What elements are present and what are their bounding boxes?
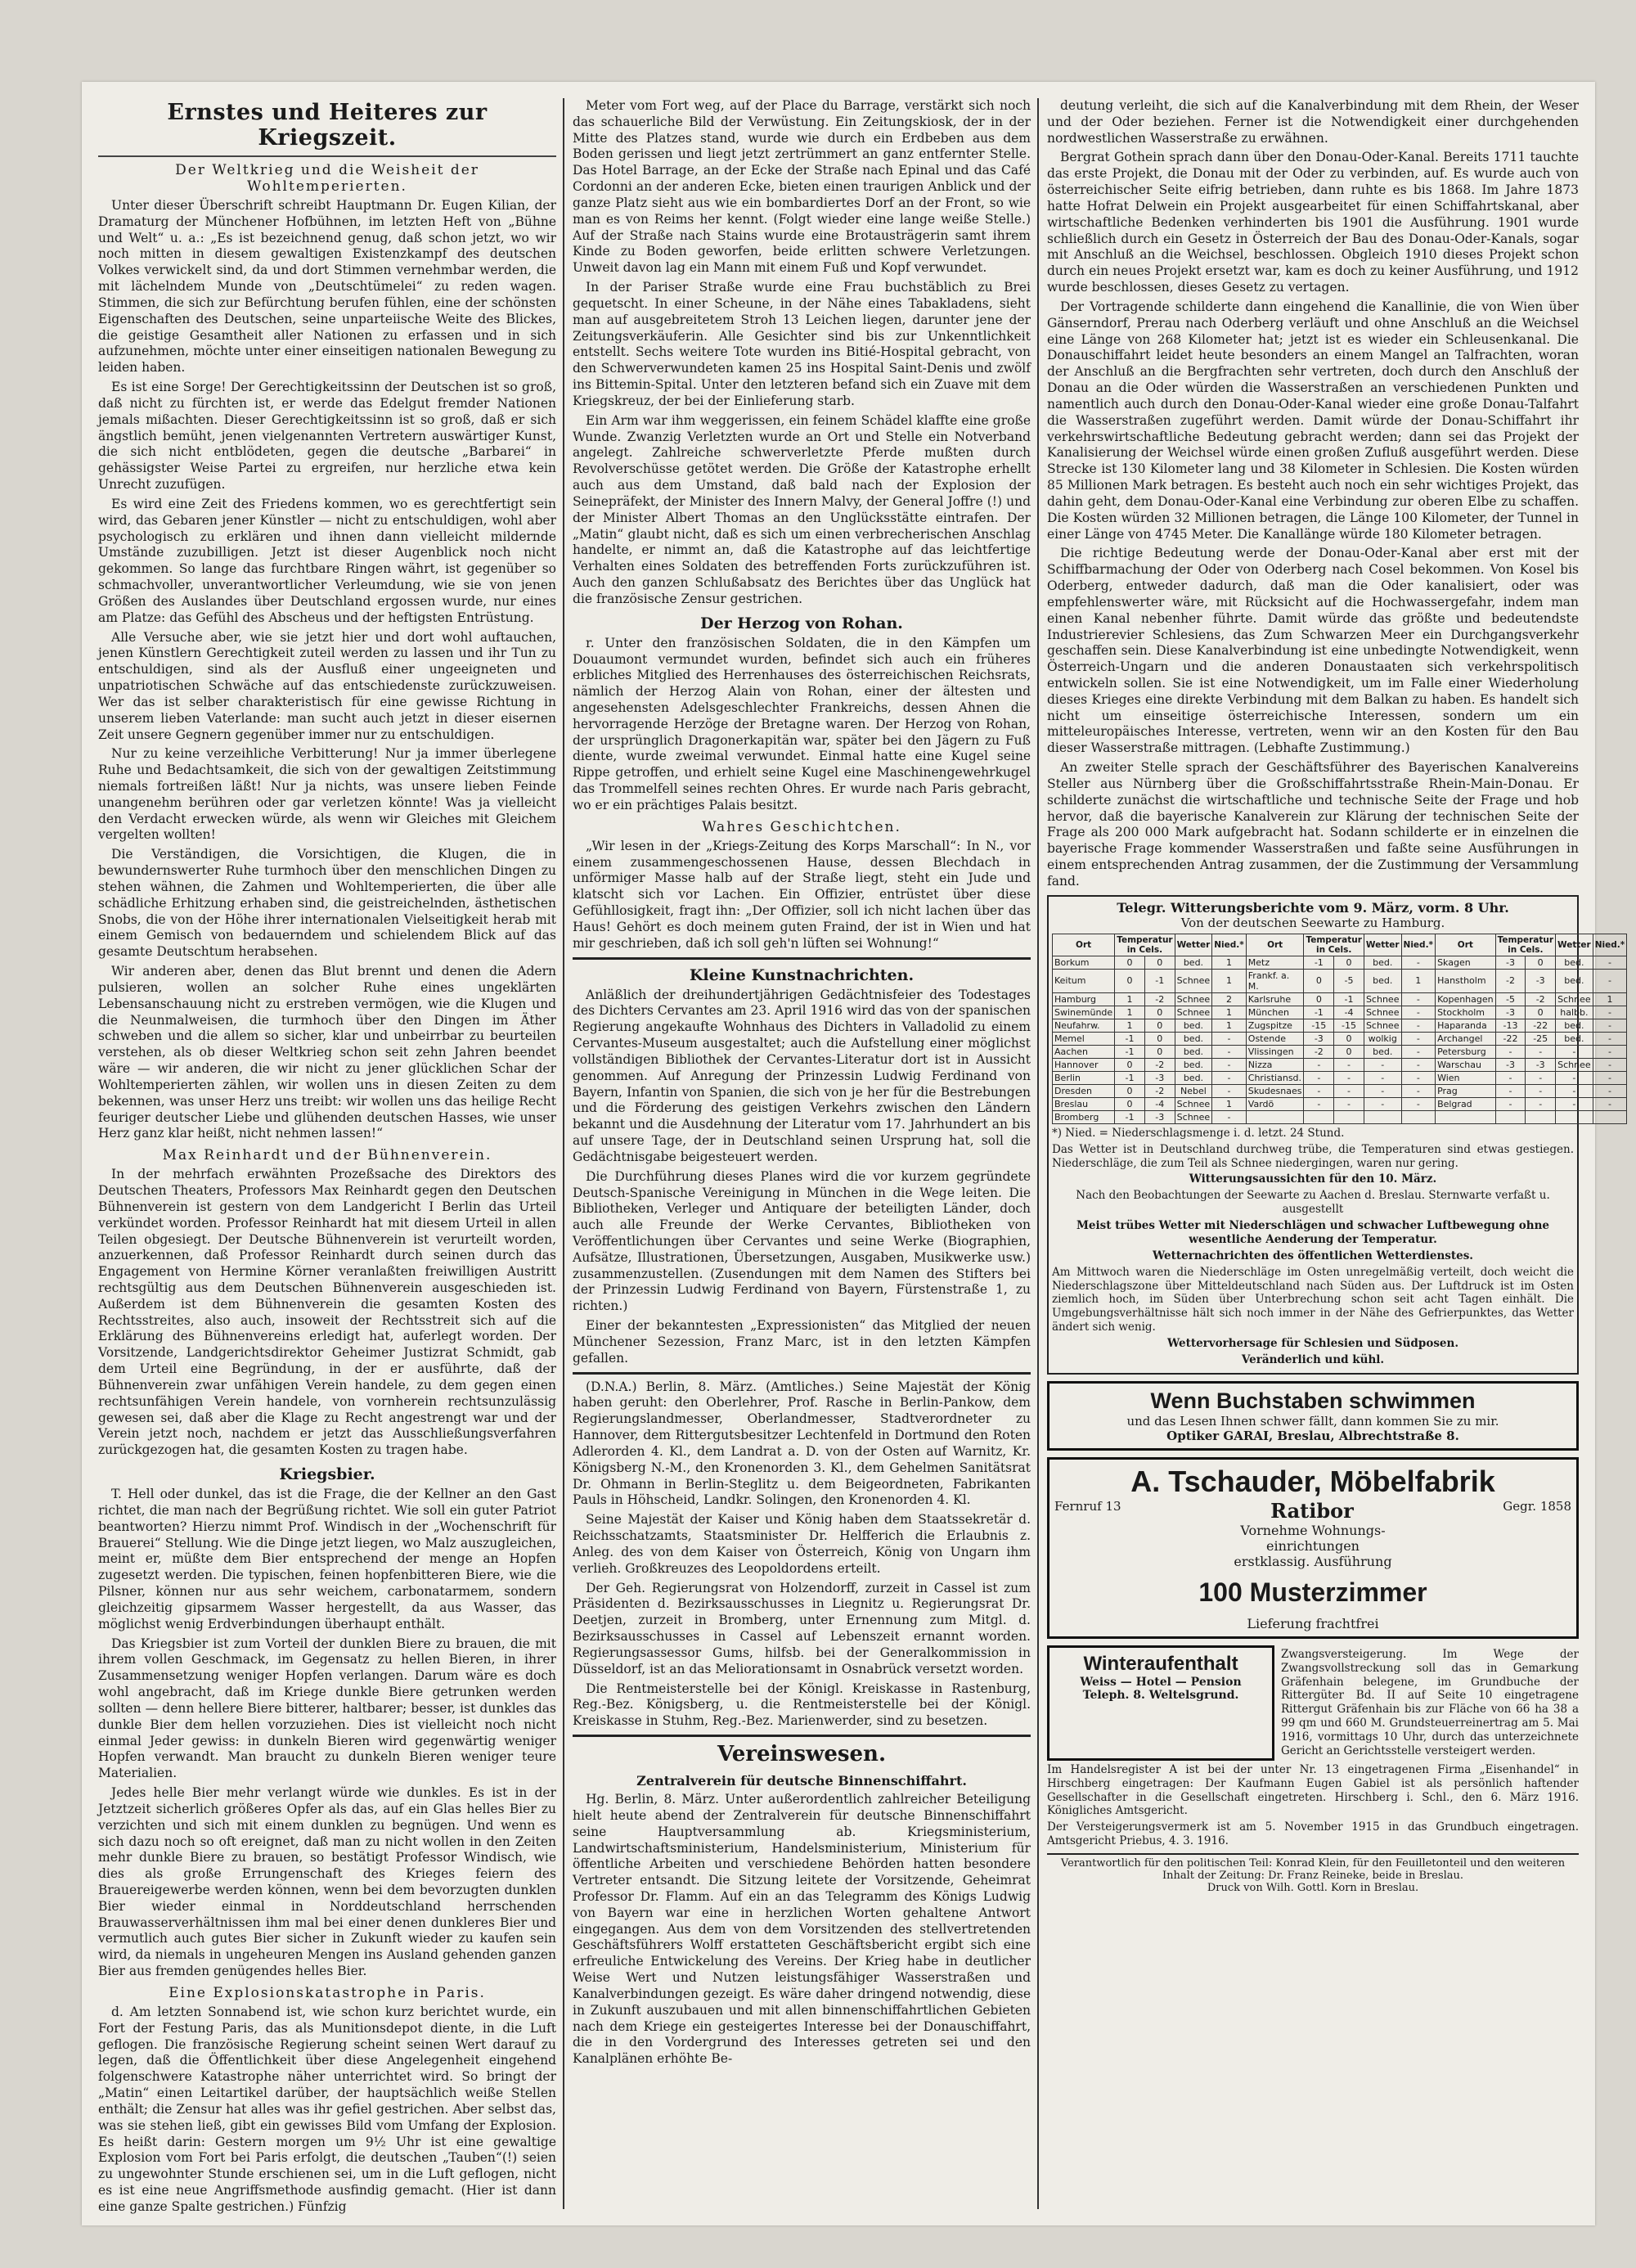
- article-paragraph: In der Pariser Straße wurde eine Frau buchstäblich zu Brei gequetscht. In einer Scheune, in der Nähe eines Tabakladens, sieht man auf ausgebreitetem Stroh 13 Leichen liegen, darunter jene der Zeitungsverkäuferin. Alle Gesichter sind bis zur Unkenntlichkeit entstellt. Sechs weitere Tote wurden ins Bitié-Hospital gebracht, von den Schwerverwundeten kamen 25 ins Hospital Saint-Denis und zwölf ins Bittemin-Spital. Unter den letzteren befand sich ein Zuave mit dem Kriegskreuz, der bei der Einlieferung starb.: [573, 280, 1031, 408]
- weather-cell: -: [1212, 1084, 1247, 1097]
- article-paragraph: An zweiter Stelle sprach der Geschäftsführer des Bayerischen Kanalvereins Steller aus Nürnberg über die Großschiffahrtsstraße Rhein-Main-Donau. Er schilderte zunächst die wirtschaftliche und technische Seite der Frage und hob hervor, daß die bayerische Kanalverein zur Klärung der technischen Seite der Frage als 200 000 Mark aufgebracht hat. Sodann schilderte er in einzelnen die bayerische Frage kommender Wasserstraßen und faßte seine Ausführungen in einem entsprechenden Antrag zusammen, der die Zustimmung der Versammlung fand.: [1047, 760, 1579, 889]
- weather-cell: -: [1593, 1032, 1627, 1045]
- weather-city: Ostende: [1246, 1032, 1304, 1045]
- weather-cell: -15: [1334, 1019, 1364, 1032]
- weather-cell: -: [1593, 1084, 1627, 1097]
- weather-cell: -1: [1304, 1006, 1334, 1019]
- weather-cell: -: [1526, 1097, 1556, 1110]
- weather-cell: -: [1334, 1071, 1364, 1084]
- weather-cell: 0: [1144, 1045, 1175, 1058]
- weather-city: Vardö: [1246, 1097, 1304, 1110]
- weather-text: Das Wetter ist in Deutschland durchweg trübe, die Temperaturen sind etwas gestiegen. Niederschläge, die zum Teil als Schnee niedergingen, waren nur gering.: [1052, 1142, 1574, 1170]
- legal-notice: [1281, 1645, 1579, 1761]
- weather-row: [1053, 1110, 1627, 1123]
- ad-text: Vornehme Wohnungs-: [1240, 1522, 1386, 1538]
- col-wetter: Wetter: [1556, 934, 1593, 956]
- weather-cell: bed.: [1175, 1071, 1212, 1084]
- bottom-row: [1047, 1645, 1579, 1761]
- weather-cell: 1: [1115, 992, 1145, 1006]
- article-heading: Kriegsbier.: [279, 1465, 375, 1484]
- weather-cell: -: [1593, 1071, 1627, 1084]
- article-paragraph: Nur zu keine verzeihliche Verbitterung! Nur ja immer überlegene Ruhe und Bedachtsamkeit, die sich von der gewaltigen Zeitstimmung niemals fortreißen läßt! Nur ja nichts, was unsere lieben Feinde unangenehm berühren oder gar verletzen könnte! Was ja vielleicht den Verdacht erwecken würde, als wenn wir Gleiches mit Gleichem vergelten wollten!: [98, 746, 556, 843]
- weather-cell: -2: [1526, 992, 1556, 1006]
- weather-row: [1053, 992, 1627, 1006]
- weather-cell: -: [1364, 1071, 1401, 1084]
- weather-cell: -: [1212, 1058, 1247, 1071]
- article-paragraph: Die Verständigen, die Vorsichtigen, die Klugen, die in bewundernswerter Ruhe turmhoch über den menschlichen Dingen zu stehen wähnen, die Zahmen und Wohltemperierten, die über alle schädliche Erhitzung erhaben sind, die geistreichelnden, ästhetischen Snobs, die von der Höhe ihrer internationalen Vielseitigkeit herab mit einem Gemisch von bedauerndem und schielendem Blick auf das gesamte Deutschtum herabsehen.: [98, 847, 556, 960]
- weather-cell: -: [1593, 956, 1627, 969]
- weather-service-text: Am Mittwoch waren die Niederschläge im Osten unregelmäßig verteilt, doch weicht die Niederschlagszone über Mitteldeutschland nach Süden aus. Der Luftdruck ist im Osten ziemlich hoch, im Süden über Unterbrechung schon seit acht Tagen einhält. Die Umgebungsverhältnisse hält sich noch immer in der Nähe des Gefrierpunktes, das Wetter ändert sich wenig.: [1052, 1265, 1574, 1334]
- article-paragraph: Der Vortragende schilderte dann eingehend die Kanallinie, die von Wien über Gänserndorf, Prerau nach Oderberg verläuft und ohne Anschluß an die Weichsel eine Länge von 268 Kilometer hat; jetzt ist es wieder ein Schleusenkanal. Die Donauschiffahrt leidet heute besonders an einem Mangel an Talfrachten, woran der Anschluß an die Bergfrachten sehr vertreten, doch durch den Anschluß der Donau an die Oder würden die Wasserstraßen an verschiedenen Punkten und namentlich auch durch den Donau-Oder-Kanal wieder eine große Donau-Talfahrt die Wasserstraßen zugeführt werden. Damit würde der Donau-Schiffahrt ihr verkehrswirtschaftliche Bedeutung gebracht werden; dann sei das Projekt der Kanalisierung der Weichsel würde einen großen Zufluß ausgeführt werden. Diese Strecke ist 130 Kilometer lang und 38 Kilometer in Schlesien. Die Kosten würden 85 Millionen Mark betragen. Es besteht auch noch ein sehr wichtiges Projekt, das dahin geht, dem Donau-Oder-Kanal eine Verbindung zur oberen Elbe zu schaffen. Die Kosten würden 32 Millionen betragen, die Länge 100 Kilometer, der Tunnel in einer Länge von 4745 Meter. Die Kanallänge würde 180 Kilometer betragen.: [1047, 299, 1579, 542]
- article-heading: Vereinswesen.: [717, 1742, 887, 1767]
- weather-cell: bed.: [1175, 1019, 1212, 1032]
- column-1: [98, 98, 556, 2214]
- weather-city: Haparanda: [1436, 1019, 1496, 1032]
- article-paragraph: Wir anderen aber, denen das Blut brennt und denen die Adern pulsieren, wollen an solcher Ruhe eines ungeklärten Lebensanschauung nicht zu erstreben vermögen, wie die Klugen und die Neunmalweisen, die turmhoch über den Dingen im Äther schweben und die allem so sicher, klar und unbeirrbar zu beurteilen verstehen, als ob dieser Weltkrieg schon seit zehn Jahren beendet wäre — wir anderen, die wir nicht zu jener glücklichen Schar der Wohltemperierten zählen, wir wollen uns in diesen Zeiten zu dem bekennen, was unser Herz uns treibt: wir wollen uns das heilige Recht feuriger deutscher Liebe und glühenden deutschen Hasses, wie unser Herz ganz klar heißt, nicht nehmen lassen!“: [98, 964, 556, 1141]
- weather-cell: 0: [1115, 1097, 1145, 1110]
- weather-city: Hamburg: [1053, 992, 1115, 1006]
- article-paragraph: In der mehrfach erwähnten Prozeßsache des Direktors des Deutschen Theaters, Professors Max Reinhardt gegen den Deutschen Bühnenverein ist gestern von dem Landgericht I Berlin das Urteil verkündet worden. Professor Reinhardt hat mit diesem Urteil in allen Teilen obgesiegt. Der Deutsche Bühnenverein ist verurteilt worden, anzuerkennen, daß Professor Reinhardt durch seinen durch das Engagement von Hermine Körner veranlaßten freiwilligen Austritt rechtsgültig aus dem Deutschen Bühnenverein ausgeschieden ist. Außerdem ist dem Bühnenverein die gesamten Kosten des Rechtsstreites, also auch, insoweit der Rechtsstreit sich auf die Erklärung des Bühnenvereins erledigt hat, auferlegt worden. Der Vorsitzende, Landgerichtsdirektor Geheimer Justizrat Schmidt, gab dem Urteil eine Begründung, in der er ausführte, daß der Bühnenverein zwar unfähigen Verein handele, zu dem gegen einen rechtsunfähigen Verein handele, von vornherein rechtsunzulässig gewesen sei, daß aber die Klage zu Recht angestrengt war und der Verein jetzt noch, nachdem er jetzt das Ausschließungsverfahren zurückgezogen hat, die gesamten Kosten zu tragen habe.: [98, 1167, 556, 1458]
- weather-table: [1052, 934, 1627, 1124]
- weather-cell: -: [1334, 1097, 1364, 1110]
- weather-row: [1053, 969, 1627, 992]
- weather-cell: Schnee: [1364, 1019, 1401, 1032]
- article-paragraph: Der Geh. Regierungsrat von Holzendorff, zurzeit in Cassel ist zum Präsidenten d. Bezirksausschusses in Liegnitz u. Regierungsrat Dr. Deetjen, zurzeit in Bromberg, unter Ernennung zum Mitgl. d. Bezirksausschusses in Cassel auf Lebenszeit ernannt worden. Regierungsassessor Gums, hilfsb. bei der Generalkommission in Düsseldorf, ist an das Meliorationsamt in Osnabrück versetzt worden.: [573, 1580, 1031, 1676]
- article-paragraph: „Wir lesen in der „Kriegs-Zeitung des Korps Marschall“: In N., vor einem zusammengeschossenen Hause, dessen Blechdach in unförmiger Masse halb auf der Straße liegt, steht ein Jude und klatscht sich vor Lachen. Ein Offizier, entrüstet über diese Gefühllosigkeit, fragt ihn: „Der Offizier, soll ich nicht lachen über das Haus! Gehört es doch meinem guten Fraind, der ist in Wien und hat mir geschrieben, daß ich soll geh'n lüften sei Wohnung!“: [573, 838, 1031, 951]
- weather-cell: 0: [1144, 956, 1175, 969]
- article-heading: Eine Explosionskatastrophe in Paris.: [169, 1984, 486, 2001]
- article-paragraph: Meter vom Fort weg, auf der Place du Barrage, verstärkt sich noch das schauerliche Bild der Verwüstung. Ein Zeitungskiosk, der in der Mitte des Platzes stand, wurde wie durch ein Erdbeben aus dem Boden gerissen und liegt jetzt zertrümmert an ganz entfernter Stelle. Das Hotel Barrage, an der Ecke der Straße nach Epinal und das Café Cordonni an der anderen Ecke, bieten einen traurigen Anblick und der ganze Platz sieht aus wie ein bombardiertes Dorf an der Front, so wie man es von Reims her kennt. (Folgt wieder eine lange weiße Stelle.) Auf der Straße nach Stains wurde eine Brotausträgerin samt ihrem Kinde zu Boden geworfen, beide erlitten schwere Verletzungen. Unweit davon lag ein Mann mit einem Fuß und Kopf verwundet.: [573, 98, 1031, 276]
- weather-city: Hannover: [1053, 1058, 1115, 1071]
- weather-forecast: Veränderlich und kühl.: [1241, 1352, 1385, 1366]
- weather-cell: -: [1401, 992, 1436, 1006]
- weather-cell: -25: [1526, 1032, 1556, 1045]
- weather-cell: bed.: [1556, 1019, 1593, 1032]
- ad-headline: Wenn Buchstaben schwimmen: [1150, 1388, 1476, 1413]
- weather-cell: 0: [1144, 1032, 1175, 1045]
- weather-cell: -1: [1115, 1032, 1145, 1045]
- weather-cell: -: [1593, 1058, 1627, 1071]
- weather-cell: Schnee: [1175, 969, 1212, 992]
- weather-cell: -15: [1304, 1019, 1334, 1032]
- weather-cell: Nebel: [1175, 1084, 1212, 1097]
- col-nied: Nied.*: [1212, 934, 1247, 956]
- col-temp: Temperatur in Cels.: [1304, 934, 1364, 956]
- weather-city: Bromberg: [1053, 1110, 1115, 1123]
- weather-cell: 0: [1526, 956, 1556, 969]
- weather-cell: bed.: [1364, 956, 1401, 969]
- weather-cell: -: [1495, 1084, 1526, 1097]
- ad-town: Ratibor: [1270, 1498, 1354, 1523]
- col-ort: Ort: [1436, 934, 1496, 956]
- weather-cell: -3: [1526, 969, 1556, 992]
- weather-cell: -: [1212, 1032, 1247, 1045]
- weather-cell: -: [1526, 1071, 1556, 1084]
- weather-city: Swinemünde: [1053, 1006, 1115, 1019]
- article-paragraph: Hg. Berlin, 8. März. Unter außerordentlich zahlreicher Beteiligung hielt heute abend der Zentralverein für deutsche Binnenschiffahrt seine Hauptversammlung ab. Kriegsministerium, Landwirtschaftsministerium, Handelsministerium, Ministerium für öffentliche Arbeiten und verschiedene Behörden hatten besondere Vertreter entsandt. Die Sitzung leitete der Vorsitzende, Geheimrat Professor Dr. Flamm. Auf ein an das Telegramm des Königs Ludwig von Bayern war eine in herzlichen Worten gehaltene Antwort eingegangen. Aus dem von dem Vorsitzenden des stellvertretenden Geschäftsführers Wolff erstatteten Geschäftsbericht ergibt sich eine erfreuliche Entwickelung des Vereins. Der Krieg habe in deutlicher Weise Wert und Nutzen leistungsfähiger Wasserstraßen und Kanalverbindungen gezeigt. Es wäre daher dringend notwendig, diese in Zukunft auszubauen und mit allen binnenschiffahrtlichen Gebieten nach dem Kriege ein gesteigertes Interesse bei der Donauschiffahrt, die in den Vordergrund des Interesses getreten sei und den Kanalplänen erhöhte Be-: [573, 1792, 1031, 2067]
- weather-cell: -: [1304, 1084, 1334, 1097]
- article-paragraph: Alle Versuche aber, wie sie jetzt hier und dort wohl auftauchen, jenen Künstlern Gerechtigkeit zuteil werden zu lassen und ihr Tun zu entschuldigen, sind als der Ausfluß einer ungeeigneten und unpatriotischen Schwäche auf das entschiedenste zurückzuweisen. Wer das ist selber charakteristisch für eine gewisse Richtung in unserem lieben Vaterlande: man sucht auch jetzt in dieser eisernen Zeit unsere Gegnern gegenüber immer nur zu entschuldigen.: [98, 629, 556, 742]
- weather-cell: -: [1401, 1032, 1436, 1045]
- ad-optician: [1047, 1381, 1579, 1451]
- ad-text: erstklassig. Ausführung: [1234, 1553, 1392, 1569]
- article-paragraph: Die Durchführung dieses Planes wird die vor kurzem gegründete Deutsch-Spanische Vereinigung in München in die Wege leiten. Die Bibliotheken, Verleger und Antiquare der beteiligten Länder, doch auch alle Freunde der Werke Cervantes, Bibliotheken von Veröffentlichungen über Cervantes und seine Werke (Biographien, Aufsätze, Illustrationen, Übersetzungen, Ausgaben, Musikwerke usw.) zusammenzustellen. (Zusendungen mit dem Namen des Stifters bei der Prinzessin Ludwig Ferdinand von Bayern, Fürstenstraße 1, zu richten.): [573, 1168, 1031, 1314]
- weather-row: [1053, 1084, 1627, 1097]
- article-paragraph: Jedes helle Bier mehr verlangt würde wie dunkles. Es ist in der Jetztzeit sicherlich größeres Opfer als das, auf ein Glas helles Bier zu verzichten und sich mit einem dunklen zu begnügen. Und wenn es sich dazu noch so oft ereignet, daß man zu nicht wollen in den Zeiten mehr dunkle Biere zu brauen, so bestätigt Professor Windisch, wie dies als große Errungenschaft des Krieges feiern des Brauereigewerbe werden können, wenn bei dem bevorzugten dunklen Bier wieder einmal in Norddeutschland herrschenden Brauwasserverhältnissen ihm mal bei einer denen dunkleres Bier und vermutlich auch gutes Bier sicher in Zukunft wieder zu kaufen sein wird, da niemals in ungeheuren Mengen ins Ausland gehenden ganzen Bier aus fremden genügendes helles Bier.: [98, 1785, 556, 1979]
- divider: [98, 155, 556, 157]
- weather-city: Skagen: [1436, 956, 1496, 969]
- weather-outlook-source: Nach den Beobachtungen der Seewarte zu Aachen d. Breslau. Sternwarte verfaßt u. ausgestellt: [1076, 1189, 1550, 1217]
- weather-city: Breslau: [1053, 1097, 1115, 1110]
- weather-cell: 1: [1212, 969, 1247, 992]
- article-heading: Wahres Geschichtchen.: [702, 818, 901, 835]
- article-paragraph: r. Unter den französischen Soldaten, die in den Kämpfen um Douaumont vermundet wurden, befindet sich auch ein früheres erbliches Mitglied des Herrenhauses des österreichischen Reichsrats, nämlich der Herzog Alain von Rohan, einer der ältesten und angesehensten Adelsgeschlechter Frankreichs, dessen Ahnen die hervorragende Herzöge der Bretagne waren. Der Herzog von Rohan, der ursprünglich Dragonerkapitän war, später bei den Jägern zu Fuß diente, wurde zweimal verwundet. Einmal hatte eine Kugel seine Rippe getroffen, und erhielt seine Kugel eine Maschinengewehrkugel das Trommelfell seines rechten Ohres. Er wurde nach Paris gebracht, wo er ein prächtiges Palais besitzt.: [573, 635, 1031, 812]
- weather-cell: [1364, 1110, 1401, 1123]
- weather-cell: -: [1334, 1058, 1364, 1071]
- weather-cell: -1: [1115, 1071, 1145, 1084]
- weather-cell: bed.: [1175, 956, 1212, 969]
- weather-cell: 0: [1334, 956, 1364, 969]
- article-paragraph: (D.N.A.) Berlin, 8. März. (Amtliches.) Seine Majestät der König haben geruht: den Oberlehrer, Prof. Rasche in Berlin-Pankow, dem Regierungslandmesser, Oberlandmesser, Stadtverordneter zu Hannover, dem Rittergutsbesitzer Lechtenfeld in Dortmund den Roten Adlerorden 4. Kl., dem Landrat a. D. von der Osten auf Warnitz, Kr. Königsberg N.-M., den Kronenorden 3. Kl., dem Gehelmen Sanitätsrat Dr. Ohmann in Berlin-Steglitz u. dem Beigeordneten, Fabrikanten Pauls in Höhscheid, Landkr. Solingen, den Kronenorden 4. Kl.: [573, 1379, 1031, 1508]
- column-divider: [1037, 98, 1039, 2209]
- divider: [573, 1372, 1031, 1375]
- article-heading: Max Reinhardt und der Bühnenverein.: [162, 1147, 492, 1164]
- ad-text: Weiss — Hotel — Pension: [1080, 1675, 1242, 1689]
- weather-cell: 0: [1526, 1006, 1556, 1019]
- weather-cell: -1: [1144, 969, 1175, 992]
- notice-text: Im Handelsregister A ist bei der unter Nr. 13 eingetragenen Firma „Eisenhandel“ in Hirschberg eingetragen: Der Kaufmann Eugen Gabiel ist als persönlich haftender Gesellschafter in die Gesellschaft eingetreten. Hirschberg i. Schl., den 6. März 1916. Königliches Amtsgericht.: [1047, 1762, 1579, 1818]
- weather-city: Wien: [1436, 1071, 1496, 1084]
- weather-cell: -: [1401, 1045, 1436, 1058]
- weather-cell: -2: [1495, 969, 1526, 992]
- column-divider: [563, 98, 564, 2209]
- weather-cell: -3: [1495, 1006, 1526, 1019]
- weather-cell: -: [1212, 1110, 1247, 1123]
- weather-city: Memel: [1053, 1032, 1115, 1045]
- weather-cell: -: [1526, 1045, 1556, 1058]
- weather-cell: -: [1304, 1071, 1334, 1084]
- weather-cell: -1: [1304, 956, 1334, 969]
- weather-cell: [1401, 1110, 1436, 1123]
- article-paragraph: Bergrat Gothein sprach dann über den Donau-Oder-Kanal. Bereits 1711 tauchte das erste Projekt, die Donau mit der Oder zu verbinden, auf. Es wurde auch von österreichischer Seite eifrig betrieben, dann ruhte es bis 1868. Im Jahre 1873 hatte Hofrat Delwein ein Projekt ausgearbeitet für einen Schiffahrtskanal, aber wirtschaftliche Bedenken verhinderten bis 1901 die Ausführung. 1901 wurde schließlich durch ein Gesetz in Österreich der Bau des Donau-Oder-Kanals, sogar mit Anschluß an die Weichsel, beschlossen. Obgleich 1910 dieses Projekt schon durch ein neues Projekt ersetzt war, kam es doch zu keiner Ausführung, und 1912 wurde beschlossen, dieses Gesetz zu vertagen.: [1047, 150, 1579, 295]
- weather-city: Berlin: [1053, 1071, 1115, 1084]
- imprint-editors: Verantwortlich für den politischen Teil: Konrad Klein, für den Feuilletonteil und den weiteren Inhalt der Zeitung: Dr. Franz Reineke, beide in Breslau.: [1060, 1857, 1566, 1882]
- weather-cell: 1: [1212, 956, 1247, 969]
- weather-cell: bed.: [1364, 969, 1401, 992]
- article-heading: Der Herzog von Rohan.: [700, 614, 903, 632]
- weather-row: [1053, 1006, 1627, 1019]
- ad-text: Teleph. 8. Weltelsgrund.: [1082, 1688, 1239, 1702]
- ad-text: und das Lesen Ihnen schwer fällt, dann kommen Sie zu mir.: [1126, 1413, 1499, 1429]
- weather-cell: 0: [1115, 1058, 1145, 1071]
- article-heading: Der Weltkrieg und die Weisheit der Wohltemperierten.: [175, 162, 479, 195]
- weather-cell: -: [1556, 1071, 1593, 1084]
- ad-text: Optiker GARAI, Breslau, Albrechtstraße 8.: [1166, 1428, 1459, 1443]
- weather-cell: -5: [1334, 969, 1364, 992]
- weather-cell: -1: [1115, 1110, 1145, 1123]
- weather-table-body: [1053, 956, 1627, 1123]
- article-paragraph: Es wird eine Zeit des Friedens kommen, wo es gerechtfertigt sein wird, das Gebaren jener Künstler — nicht zu entschuldigen, wohl aber psychologisch zu erklären und ihnen dann vielleicht mildernde Umstände zuzubilligen. Jetzt ist dieser Augenblick noch nicht gekommen. So lange das furchtbare Ringen währt, ist gegenüber so schmachvoller, unverantwortlicher Verleumdung, wie sie von jenen Größen des Auslandes über Deutschland ergossen wurde, nur eines am Platze: das Gefühl des Abscheus und der heftigsten Entrüstung.: [98, 496, 556, 625]
- article-paragraph: Ein Arm war ihm weggerissen, ein feinem Schädel klaffte eine große Wunde. Zwanzig Verletzten wurde an Ort und Stelle ein Notverband angelegt. Zahlreiche schwerverletzte Pferde mußten durch Revolverschüsse getötet werden. Die Größe der Katastrophe erhellt auch aus dem Umstand, daß bald nach der Explosion der Seinepräfekt, der Minister des Innern Malvy, der General Joffre (!) und der Minister Albert Thomas an den Unglücksstätte eintrafen. Der „Matin“ glaubt nicht, daß es sich um einen verbrecherischen Anschlag handelte, er nimmt an, daß die Katastrophe auf das leichtfertige Verhalten eines Soldaten des betreffenden Forts zurückzuführen ist. Auch den ganzen Schlußabsatz des Berichtes über das Unglück hat die französische Zensur gestrichen.: [573, 412, 1031, 606]
- weather-city: Christiansd.: [1246, 1071, 1304, 1084]
- weather-city: Skudesnaes: [1246, 1084, 1304, 1097]
- weather-row: [1053, 956, 1627, 969]
- weather-cell: 1: [1212, 1019, 1247, 1032]
- article-paragraph: Seine Majestät der Kaiser und König haben dem Staatssekretär d. Reichsschatzamts, Staatsminister Dr. Helfferich die Erlaubnis z. Anleg. des von dem Kaiser von Österreich, König von Ungarn ihm verlieh. Großkreuzes des Leopoldordens erteilt.: [573, 1512, 1031, 1576]
- weather-cell: [1593, 1110, 1627, 1123]
- weather-city: Vlissingen: [1246, 1045, 1304, 1058]
- weather-cell: wolkig: [1364, 1032, 1401, 1045]
- newspaper-page: [82, 82, 1625, 2225]
- weather-city: Neufahrw.: [1053, 1019, 1115, 1032]
- weather-cell: 0: [1334, 1045, 1364, 1058]
- weather-city: Keitum: [1053, 969, 1115, 992]
- weather-city: Borkum: [1053, 956, 1115, 969]
- weather-cell: -3: [1304, 1032, 1334, 1045]
- article-paragraph: Es ist eine Sorge! Der Gerechtigkeitssinn der Deutschen ist so groß, daß nicht zu fürchten ist, er werde das Edelgut fremder Nationen jemals mißachten. Dieser Gerechtigkeitssinn ist so groß, daß er sich ängstlich bemüht, jenen vielgenannten Vertretern auswärtiger Kunst, die sich nicht entblödeten, gegen die deutsche „Barbarei“ in gehässigster Weise Partei zu ergreifen, nur herzliche etwa kein Unrecht zuzufügen.: [98, 380, 556, 493]
- weather-cell: -3: [1495, 1058, 1526, 1071]
- article-paragraph: Die richtige Bedeutung werde der Donau-Oder-Kanal aber erst mit der Schiffbarmachung der Oder von Oderberg nach Cosel bekommen. Von Kosel bis Oderberg, entweder dadurch, daß man die Oder kanalisiert, oder was empfehlenswerter wäre, mit Rücksicht auf die Hochwassergefahr, indem man einen Kanal nebenher führte. Damit würde das größte und bedeutendste Industrierevier Schlesiens, das Zum Schwarzen Meer ein Durchgangsverkehr geschaffen sein. Diese Kanalverbindung ist eine unbedingte Notwendigkeit, wenn Österreich-Ungarn und die anderen Donaustaaten sich verkehrspolitisch entwickeln sollen. Sie ist eine Notwendigkeit, um im Falle einer Wiederholung dieses Krieges eine direkte Verbindung mit dem Balkan zu haben. Es handelt sich nicht um einseitige österreichische Interessen, sondern um ein mitteleuropäisches Interesse, vertreten, wenn wir an den Kosten für den Bau dieser Wasserstraße mittragen. (Lebhafte Zustimmung.): [1047, 546, 1579, 756]
- weather-row: [1053, 1045, 1627, 1058]
- weather-cell: -: [1593, 1019, 1627, 1032]
- weather-city: Karlsruhe: [1246, 992, 1304, 1006]
- weather-row: [1053, 1097, 1627, 1110]
- weather-report: [1047, 895, 1625, 1375]
- weather-cell: -2: [1144, 992, 1175, 1006]
- weather-cell: 0: [1115, 956, 1145, 969]
- weather-city: Hanstholm: [1436, 969, 1496, 992]
- weather-note: *) Nied. = Niederschlagsmenge i. d. letzt. 24 Stund.: [1052, 1126, 1345, 1140]
- weather-cell: -: [1212, 1071, 1247, 1084]
- weather-cell: -: [1401, 1097, 1436, 1110]
- weather-cell: -: [1364, 1097, 1401, 1110]
- weather-cell: Schnee: [1556, 992, 1593, 1006]
- weather-cell: 1: [1212, 1097, 1247, 1110]
- imprint-printer: Druck von Wilh. Gottl. Korn in Breslau.: [1207, 1882, 1419, 1894]
- weather-city: Kopenhagen: [1436, 992, 1496, 1006]
- weather-city: Aachen: [1053, 1045, 1115, 1058]
- weather-cell: -3: [1495, 956, 1526, 969]
- weather-cell: 0: [1304, 969, 1334, 992]
- ad-furniture: [1047, 1457, 1579, 1639]
- article-subheading: Zentralverein für deutsche Binnenschiffahrt.: [636, 1773, 967, 1789]
- weather-cell: Schnee: [1364, 1006, 1401, 1019]
- weather-row: [1053, 1071, 1627, 1084]
- col-ort: Ort: [1246, 934, 1304, 956]
- weather-cell: -2: [1144, 1058, 1175, 1071]
- col-nied: Nied.*: [1401, 934, 1436, 956]
- weather-city: Frankf. a. M.: [1246, 969, 1304, 992]
- weather-cell: -: [1593, 969, 1627, 992]
- col-ort: Ort: [1053, 934, 1115, 956]
- divider: [573, 957, 1031, 960]
- weather-cell: -: [1364, 1058, 1401, 1071]
- weather-cell: [1495, 1110, 1526, 1123]
- weather-row: [1053, 1058, 1627, 1071]
- weather-cell: 1: [1115, 1019, 1145, 1032]
- weather-cell: -1: [1334, 992, 1364, 1006]
- weather-city: Petersburg: [1436, 1045, 1496, 1058]
- col-nied: Nied.*: [1593, 934, 1627, 956]
- weather-city: München: [1246, 1006, 1304, 1019]
- weather-cell: -13: [1495, 1019, 1526, 1032]
- ad-row: [1054, 1499, 1571, 1523]
- weather-cell: -22: [1495, 1032, 1526, 1045]
- weather-cell: -: [1495, 1045, 1526, 1058]
- weather-cell: 0: [1304, 992, 1334, 1006]
- article-paragraph: Einer der bekanntesten „Expressionisten“ das Mitglied der neuen Münchener Sezession, Franz Marc, ist in den letzten Kämpfen gefallen.: [573, 1318, 1031, 1366]
- weather-cell: -2: [1144, 1084, 1175, 1097]
- weather-cell: 1: [1115, 1006, 1145, 1019]
- weather-cell: -: [1495, 1097, 1526, 1110]
- weather-cell: -2: [1304, 1045, 1334, 1058]
- column-3: [1047, 98, 1625, 2209]
- weather-cell: Schnee: [1175, 1110, 1212, 1123]
- weather-cell: 0: [1334, 1032, 1364, 1045]
- weather-cell: -3: [1144, 1071, 1175, 1084]
- weather-cell: -: [1401, 1084, 1436, 1097]
- weather-cell: -: [1556, 1084, 1593, 1097]
- weather-cell: [1304, 1110, 1334, 1123]
- weather-cell: -: [1401, 1071, 1436, 1084]
- weather-cell: Schnee: [1175, 1097, 1212, 1110]
- weather-city: Belgrad: [1436, 1097, 1496, 1110]
- weather-cell: -: [1212, 1045, 1247, 1058]
- weather-cell: -: [1304, 1058, 1334, 1071]
- weather-city: Prag: [1436, 1084, 1496, 1097]
- col-temp: Temperatur in Cels.: [1495, 934, 1555, 956]
- weather-cell: -: [1334, 1084, 1364, 1097]
- article-paragraph: Das Kriegsbier ist zum Vorteil der dunklen Biere zu brauen, die mit ihrem vollen Geschmack, im Gegensatz zu hellen Bieren, in ihrer Zusammensetzung weniger Hopfen verlangen. Darum wäre es doch wohl angebracht, daß im Kriege dunkle Biere getrunken werden sollten — denn hellere Biere bitterer, haltbarer; besser, ist dunkles das dunkle Bier dem hellen vorzuziehen. Dies ist vielleicht noch nicht einmal Jeder gewiss: in dunkeln Bieren wird gegenwärtig weniger Hopfen verwandt. Man braucht zu dunkeln Bieren weniger teure Materialien.: [98, 1636, 556, 1781]
- col-wetter: Wetter: [1175, 934, 1212, 956]
- weather-cell: 1: [1212, 1006, 1247, 1019]
- ad-text: Lieferung frachtfrei: [1247, 1615, 1379, 1631]
- weather-cell: -: [1495, 1071, 1526, 1084]
- article-paragraph: T. Hell oder dunkel, das ist die Frage, die der Kellner an den Gast richtet, die man nach der Begrüßung richtet. Wie soll ein guter Patriot beantworten? Hierzu nimmt Prof. Windisch in der „Wochenschrift für Brauerei“ Stellung. Wie die Dinge jetzt liegen, wo Malz auszugleichen, meint er, müßte dem Bier entsprechend der menge an Hopfen zugesetzt werden. Die typischen, feinen hopfenbitteren Biere, wie die Pilsner, können nur aus sehr weichem, carbonatarmem, sondern gleichzeitig gipsarmem Wasser hergestellt, da aus Wasser, das möglichst wenig Erdverbindungen überhaupt enthält.: [98, 1487, 556, 1631]
- weather-cell: -: [1526, 1084, 1556, 1097]
- ad-headline: A. Tschauder, Möbelfabrik: [1130, 1464, 1495, 1498]
- weather-cell: bed.: [1175, 1058, 1212, 1071]
- weather-outlook-title: Witterungsaussichten für den 10. März.: [1189, 1172, 1437, 1186]
- ad-text: einrichtungen: [1266, 1537, 1360, 1554]
- weather-cell: -: [1556, 1097, 1593, 1110]
- weather-service-title: Wetternachrichten des öffentlichen Wetterdienstes.: [1152, 1249, 1473, 1262]
- weather-city: Metz: [1246, 956, 1304, 969]
- article-paragraph: Die Rentmeisterstelle bei der Königl. Kreiskasse in Rastenburg, Reg.-Bez. Königsberg, u. die Rentmeisterstelle bei der Königl. Kreiskasse in Stuhm, Reg.-Bez. Marienwerder, sind zu besetzen.: [573, 1681, 1031, 1729]
- weather-cell: bed.: [1556, 1032, 1593, 1045]
- weather-cell: 1: [1401, 969, 1436, 992]
- weather-cell: -5: [1495, 992, 1526, 1006]
- weather-city: Dresden: [1053, 1084, 1115, 1097]
- column-2: [573, 98, 1031, 2209]
- weather-cell: [1334, 1110, 1364, 1123]
- weather-cell: -: [1593, 1045, 1627, 1058]
- weather-cell: Schnee: [1364, 992, 1401, 1006]
- weather-cell: -4: [1144, 1097, 1175, 1110]
- article-heading: Kleine Kunstnachrichten.: [689, 965, 915, 984]
- weather-cell: -1: [1115, 1045, 1145, 1058]
- weather-forecast-title: Wettervorhersage für Schlesien und Südposen.: [1166, 1337, 1459, 1350]
- notice-text: Der Versteigerungsvermerk ist am 5. November 1915 in das Grundbuch eingetragen. Amtsgericht Priebus, 4. 3. 1916.: [1047, 1820, 1579, 1848]
- weather-city: Stockholm: [1436, 1006, 1496, 1019]
- article-paragraph: Anläßlich der dreihundertjährigen Gedächtnisfeier des Todestages des Dichters Cervantes am 23. April 1916 wird das von der spanischen Regierung angekaufte Wohnhaus des Dichters in Valladolid zu einem Cervantes-Museum ausgestaltet; auch die Aufstellung einer möglichst vollständigen Bibliothek der Cervantes-Literatur dort ist in Aussicht genommen. Auf Anregung der Prinzessin Ludwig Ferdinand von Bayern, Infantin von Spanien, die sich von je her für die Bestrebungen und die Förderung des geistigen Verkehrs zwischen den Ländern bekannt und die Ausdehnung der Literatur vom 17. Jahrhundert an bis auf unsere Tage, der in Deutschland seinen Ursprung hat, soll die Gedächtnisgabe beigesteuert werden.: [573, 987, 1031, 1164]
- col-temp: Temperatur in Cels.: [1115, 934, 1175, 956]
- weather-row: [1053, 1019, 1627, 1032]
- weather-cell: -: [1364, 1084, 1401, 1097]
- weather-cell: Schnee: [1175, 992, 1212, 1006]
- weather-city: [1246, 1110, 1304, 1123]
- weather-cell: -: [1401, 956, 1436, 969]
- article-paragraph: d. Am letzten Sonnabend ist, wie schon kurz berichtet wurde, ein Fort der Festung Paris, das als Munitionsdepot diente, in die Luft geflogen. Die französische Regierung scheint seinen Wert darauf zu legen, daß die Öffentlichkeit über diese Angelegenheit eingehend folgenschwere Katastrophe näher unterrichtet wird. So bringt der „Matin“ einen Leitartikel darüber, der hauptsächlich weiße Stellen enthält; die Zensur hat alles was ihr gefiel gestrichen. Aber selbst das, was sie stehen ließ, gibt ein gewisses Bild vom Umfang der Explosion. Es heißt darin: Gestern morgen um 9½ Uhr ist eine gewaltige Explosion vom Fort bei Paris erfolgt, die deutschen „Tauben“(!) seien zu ungewohnter Stunde erschienen sei, um in die Luft geflogen, nicht es ist eine neue Angriffsmethode ausfindig gemacht. (Hier ist dann eine ganze Spalte gestrichen.) Fünfzig: [98, 2004, 556, 2214]
- weather-cell: 1: [1593, 992, 1627, 1006]
- imprint: [1047, 1853, 1579, 1894]
- article-paragraph: deutung verleiht, die sich auf die Kanalverbindung mit dem Rhein, der Weser und der Oder beziehen. Ferner ist die Notwendigkeit einer durchgehenden nordwestlichen Wasserstraße zu erwähnen.: [1047, 98, 1579, 146]
- weather-city: Zugspitze: [1246, 1019, 1304, 1032]
- weather-header-row: [1053, 934, 1627, 956]
- weather-cell: halbb.: [1556, 1006, 1593, 1019]
- weather-cell: -3: [1526, 1058, 1556, 1071]
- weather-cell: -: [1556, 1045, 1593, 1058]
- col-wetter: Wetter: [1364, 934, 1401, 956]
- weather-cell: -: [1401, 1019, 1436, 1032]
- weather-cell: bed.: [1175, 1045, 1212, 1058]
- ad-founded: Gegr. 1858: [1503, 1498, 1571, 1514]
- ad-headline: Winteraufenthalt: [1083, 1652, 1238, 1675]
- weather-cell: 2: [1212, 992, 1247, 1006]
- weather-cell: [1556, 1110, 1593, 1123]
- weather-cell: -4: [1334, 1006, 1364, 1019]
- weather-subtitle: Von der deutschen Seewarte zu Hamburg.: [1180, 915, 1445, 930]
- weather-cell: bed.: [1556, 969, 1593, 992]
- weather-city: Warschau: [1436, 1058, 1496, 1071]
- ad-big-text: 100 Musterzimmer: [1198, 1577, 1427, 1607]
- divider: [573, 1735, 1031, 1737]
- section-title: Ernstes und Heiteres zur Kriegszeit.: [167, 100, 488, 151]
- ad-hotel: [1047, 1645, 1274, 1761]
- weather-cell: -: [1304, 1097, 1334, 1110]
- weather-cell: bed.: [1175, 1032, 1212, 1045]
- weather-row: [1053, 1032, 1627, 1045]
- weather-cell: Schnee: [1175, 1006, 1212, 1019]
- weather-outlook: Meist trübes Wetter mit Niederschlägen und schwacher Luftbewegung ohne wesentliche Aenderung der Temperatur.: [1076, 1219, 1550, 1246]
- weather-cell: -: [1593, 1006, 1627, 1019]
- weather-city: Archangel: [1436, 1032, 1496, 1045]
- weather-city: [1436, 1110, 1496, 1123]
- weather-cell: -22: [1526, 1019, 1556, 1032]
- weather-cell: 0: [1144, 1006, 1175, 1019]
- weather-cell: 0: [1115, 969, 1145, 992]
- weather-cell: Schnee: [1556, 1058, 1593, 1071]
- weather-title: Telegr. Witterungsberichte vom 9. März, vorm. 8 Uhr.: [1117, 899, 1509, 916]
- weather-cell: -: [1401, 1058, 1436, 1071]
- weather-cell: bed.: [1364, 1045, 1401, 1058]
- weather-cell: [1526, 1110, 1556, 1123]
- weather-cell: -3: [1144, 1110, 1175, 1123]
- article-paragraph: Unter dieser Überschrift schreibt Hauptmann Dr. Eugen Kilian, der Dramaturg der Münchener Hofbühnen, im letzten Heft von „Bühne und Welt“ u. a.: „Es ist bezeichnend genug, daß schon jetzt, wo wir noch mitten in diesem gewaltigen Existenzkampf des deutschen Volkes verwickelt sind, da und dort Stimmen vernehmbar werden, die mit lächelndem Munde von „Deutschtümelei“ zu reden wagen. Stimmen, die sich zur Befürchtung berufen fühlen, eine der schönsten Eigenschaften des Deutschen, seine unparteiische Weite des Blickes, die geistige Gesamtheit aller Nationen zu erfassen und in sich aufzunehmen, möchte unter einer einseitigen nationalen Bewegung zu leiden haben.: [98, 198, 556, 376]
- weather-cell: bed.: [1556, 956, 1593, 969]
- notice-text: Zwangsversteigerung. Im Wege der Zwangsvollstreckung soll das in Gemarkung Gräfenhain belegene, im Grundbuche der Rittergüter Bd. II auf Seite 10 eingetragene Rittergut Gräfenhain bis zur Fläche von 66 ha 38 a 99 qm und 660 M. Grundsteuerreinertrag am 5. Mai 1916, vormittags 10 Uhr, durch das unterzeichnete Gericht an Gerichtsstelle versteigert werden.: [1281, 1647, 1579, 1757]
- weather-cell: -: [1593, 1097, 1627, 1110]
- weather-cell: -: [1401, 1006, 1436, 1019]
- ad-phone: Fernruf 13: [1054, 1498, 1121, 1514]
- weather-cell: 0: [1144, 1019, 1175, 1032]
- weather-cell: 0: [1115, 1084, 1145, 1097]
- weather-city: Nizza: [1246, 1058, 1304, 1071]
